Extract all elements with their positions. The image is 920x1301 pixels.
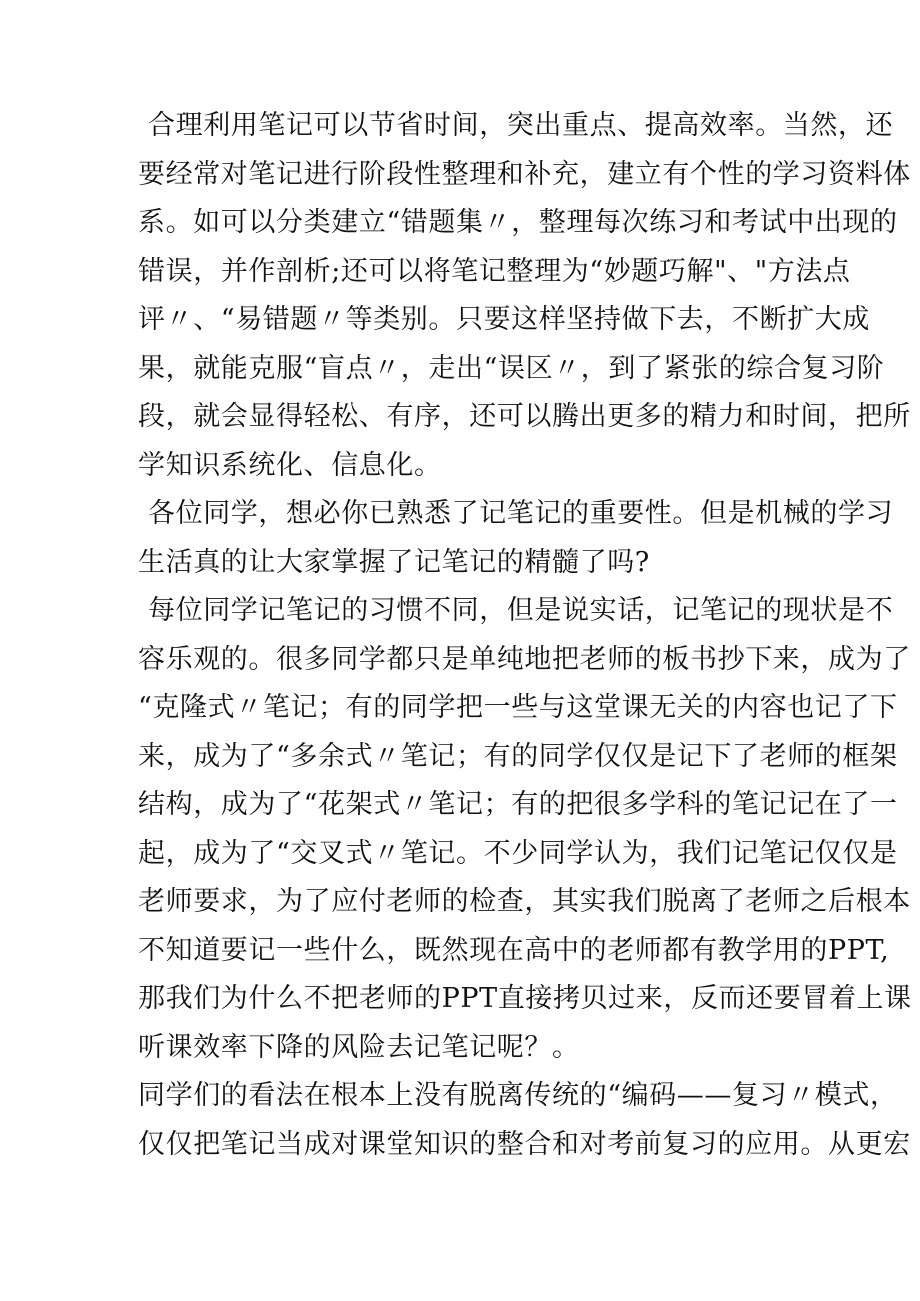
text-line: 仅仅把笔记当成对课堂知识的整合和对考前复习的应用。从更宏 [138, 1128, 911, 1160]
text-line: 错误，并作剖析;还可以将笔记整理为“妙题巧解"、"方法点 [138, 255, 851, 287]
text-line: 容乐观的。很多同学都只是单纯地把老师的板书抄下来，成为了 [138, 643, 911, 675]
text-line: 果，就能克服“盲点〃，走出“误区〃，到了紧张的综合复习阶 [138, 352, 885, 384]
text-line: 那我们为什么不把老师的PPT直接拷贝过来，反而还要冒着上课 [138, 983, 912, 1014]
text-line: 段，就会显得轻松、有序，还可以腾出更多的精力和时间，把所 [138, 401, 911, 432]
text-line: 系。如可以分类建立“错题集〃，整理每次练习和考试中出现的 [138, 207, 898, 238]
text-line: 同学们的看法在根本上没有脱离传统的“编码——复习〃模式， [138, 1080, 898, 1111]
document-body [138, 102, 912, 1169]
text-line: 老师要求，为了应付老师的检查，其实我们脱离了老师之后根本 [138, 886, 911, 917]
text-line: 听课效率下降的风险去记笔记呢？。 [138, 1031, 580, 1063]
text-line: 生活真的让大家掌握了记笔记的精髓了吗? [138, 546, 650, 578]
text-line: 来，成为了“多余式〃笔记；有的同学仅仅是记下了老师的框架 [138, 740, 898, 772]
text-line: 每位同学记笔记的习惯不同，但是说实话，记笔记的现状是不 [148, 595, 894, 626]
text-line: 评〃、“易错题〃等类别。只要这样坚持做下去，不断扩大成 [138, 304, 871, 335]
text-line: 要经常对笔记进行阶段性整理和补充，建立有个性的学习资料体 [138, 158, 911, 190]
text-line: 合理利用笔记可以节省时间，突出重点、提高效率。当然，还 [148, 110, 894, 141]
text-line: “克隆式〃笔记；有的同学把一些与这堂课无关的内容也记了下 [138, 692, 898, 723]
text-line: 学知识系统化、信息化。 [138, 449, 442, 481]
text-line: 不知道要记一些什么，既然现在高中的老师都有教学用的PPT, [138, 934, 890, 966]
text-line: 结构，成为了“花架式〃笔记；有的把很多学科的笔记记在了一 [138, 789, 898, 820]
text-line: 各位同学，想必你已熟悉了记笔记的重要性。但是机械的学习 [148, 498, 894, 529]
text-line: 起，成为了“交叉式〃笔记。不少同学认为，我们记笔记仅仅是 [138, 837, 898, 869]
